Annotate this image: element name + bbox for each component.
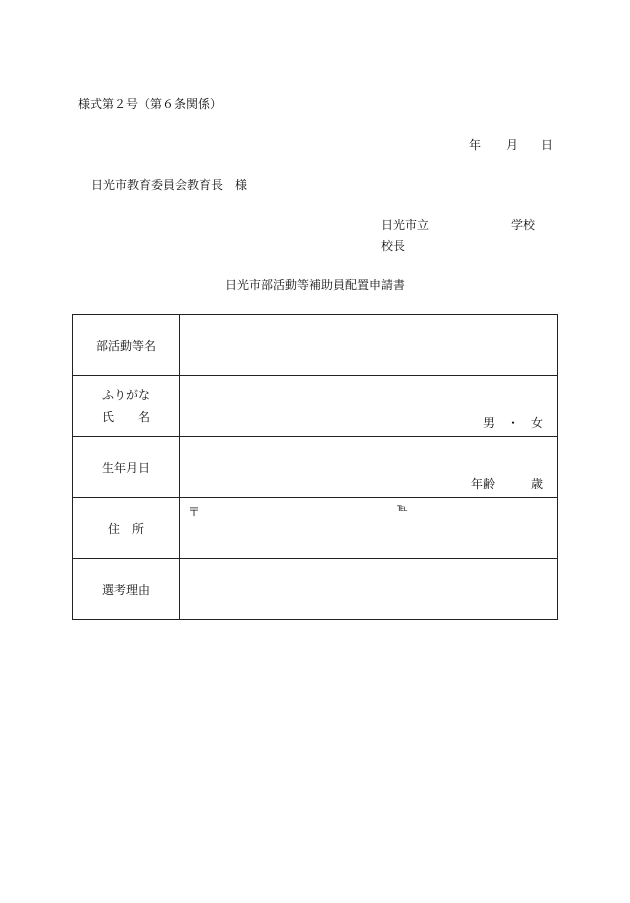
form-number: 様式第２号（第６条関係） — [78, 97, 223, 111]
address-field[interactable] — [180, 498, 558, 559]
club-label: 部活動等名 — [73, 315, 180, 376]
school-suffix: 学校 — [511, 218, 536, 232]
date-year-label: 年 — [469, 138, 482, 152]
age-label: 年齢 歳 — [470, 477, 543, 491]
document-title: 日光市部活動等補助員配置申請書 — [224, 278, 405, 292]
addressee: 日光市教育委員会教育長 様 — [91, 178, 248, 192]
name-label-cell — [73, 376, 180, 437]
name-label: 氏 名 — [101, 410, 150, 424]
table-row-birthdate — [73, 437, 558, 498]
table-row-name — [73, 376, 558, 437]
date-month-label: 月 — [506, 138, 519, 152]
postal-mark-icon: 〒 — [188, 505, 201, 519]
address-label: 住 所 — [73, 498, 180, 559]
date-day-label: 日 — [541, 138, 554, 152]
application-table — [72, 314, 558, 620]
school-prefix: 日光市立 — [381, 218, 430, 232]
birthdate-field[interactable] — [180, 437, 558, 498]
club-field[interactable] — [180, 315, 558, 376]
table-row-club — [73, 315, 558, 376]
reason-field[interactable] — [180, 559, 558, 620]
name-field[interactable] — [180, 376, 558, 437]
birthdate-label: 生年月日 — [73, 437, 180, 498]
table-row-reason — [73, 559, 558, 620]
reason-label: 選考理由 — [73, 559, 180, 620]
tel-mark-icon: ℡ — [397, 503, 408, 514]
furigana-label: ふりがな — [101, 388, 150, 402]
gender-selector[interactable]: 男 ・ 女 — [482, 416, 543, 430]
principal-label: 校長 — [381, 239, 406, 253]
table-row-address — [73, 498, 558, 559]
